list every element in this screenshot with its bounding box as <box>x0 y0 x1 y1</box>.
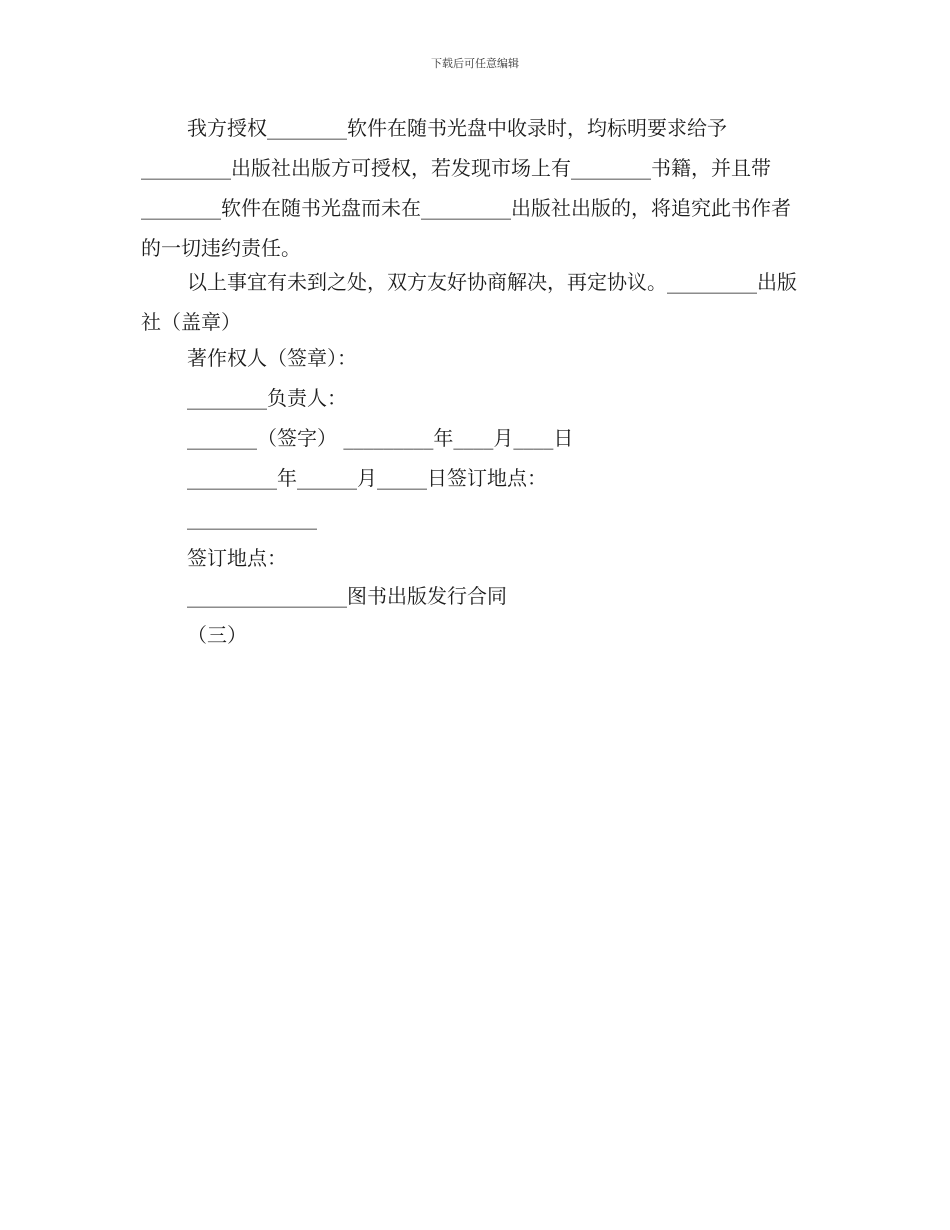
blank-line: _____________ <box>187 506 317 530</box>
authorization-paragraph: 我方授权________软件在随书光盘中收录时，均标明要求给予_________出版社出版方可授权，若发现市场上有________书籍，并且带________软件在随书光盘而未在_________出版社出版的，将追究此书作者的一切违约责任。 <box>141 116 791 260</box>
responsible-person-line: ________负责人： <box>187 386 347 410</box>
author-signature-line: 著作权人（签章）： <box>187 346 357 370</box>
signing-date-place-line: _________年______月_____日签订地点： <box>187 466 547 490</box>
section-marker: （三） <box>187 623 247 647</box>
signing-place-line: 签订地点： <box>187 546 287 570</box>
signature-date-line: _______（签字） _________年____月____日 <box>187 426 574 450</box>
page-header: 下载后可任意编辑 <box>431 57 519 70</box>
contract-title-line: ________________图书出版发行合同 <box>187 584 507 608</box>
negotiation-paragraph: 以上事宜有未到之处，双方友好协商解决，再定协议。_________出版社（盖章） <box>141 270 797 334</box>
